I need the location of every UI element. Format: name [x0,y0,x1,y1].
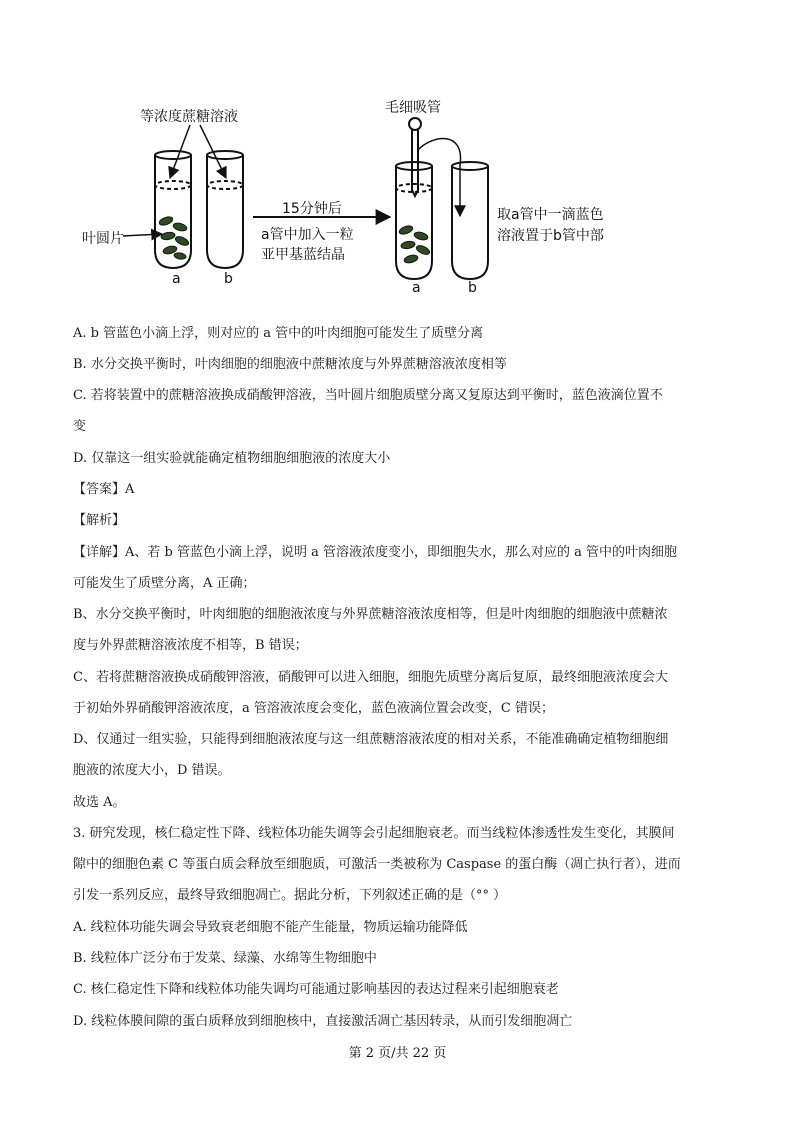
transfer-label-1: 取a管中一滴蓝色 [497,207,604,223]
analysis-label: 【解析】 [73,513,126,528]
tube-a-label-right: a [412,280,421,296]
tube-a-label-left: a [172,271,181,287]
option-b-q2: B. 水分交换平衡时，叶肉细胞的细胞液中蔗糖浓度与外界蔗糖溶液浓度相等 [73,357,507,372]
choose-answer: 故选 A。 [73,795,126,810]
explanation-line: 【详解】A、若 b 管蓝色小滴上浮，说明 a 管溶液浓度变小，即细胞失水，那么对应的 a 管中的叶肉细胞 [73,545,678,560]
transfer-arrow [418,139,461,216]
explanation-line: 胞液的浓度大小，D 错误。 [73,763,231,778]
capillary-pipette-label: 毛细吸管 [385,100,441,116]
left-tube-b [207,151,243,268]
experiment-figure [60,90,760,305]
question-3-stem: 引发一系列反应，最终导致细胞凋亡。据此分析，下列叙述正确的是（°° ） [73,888,507,903]
option-c-q2: C. 若将装置中的蔗糖溶液换成硝酸钾溶液，当叶圆片细胞质壁分离又复原达到平衡时，蓝色液滴位置不 [73,388,663,403]
option-a-q2: A. b 管蓝色小滴上浮，则对应的 a 管中的叶肉细胞可能发生了质壁分离 [73,326,484,341]
question-3-stem: 3. 研究发现，核仁稳定性下降、线粒体功能失调等会引起细胞衰老。而当线粒体渗透性发生变化，其膜间 [73,826,675,841]
explanation-line: D、仅通过一组实验，只能得到细胞液浓度与这一组蔗糖溶液浓度的相对关系，不能准确确定植物细胞细 [73,732,669,747]
option-c-q3: C. 核仁稳定性下降和线粒体功能失调均可能通过影响基因的表达过程来引起细胞衰老 [73,982,559,997]
step-add-label-2: 亚甲基蓝结晶 [261,247,345,263]
step-add-label-1: a管中加入一粒 [261,227,354,243]
explanation-line: 可能发生了质壁分离，A 正确； [73,576,256,591]
question-3-stem: 隙中的细胞色素 C 等蛋白质会释放至细胞质，可激活一类被称为 Caspase 的蛋白酶（凋亡执行者），进而 [73,857,681,872]
option-d-q2: D. 仅靠这一组实验就能确定植物细胞细胞液的浓度大小 [73,451,391,466]
sucrose-solution-label: 等浓度蔗糖溶液 [140,109,238,125]
answer-label: 【答案】A [73,482,135,497]
explanation-line: 于初始外界硝酸钾溶液浓度，a 管溶液浓度会变化，蓝色液滴位置会改变，C 错误； [73,701,554,716]
explanation-line: B、水分交换平衡时，叶肉细胞的细胞液浓度与外界蔗糖溶液浓度相等，但是叶肉细胞的细胞液中蔗糖浓 [73,607,668,622]
tube-b-label-right: b [468,280,477,296]
step-time-label: 15分钟后 [282,201,342,217]
explanation-line: 度与外界蔗糖溶液浓度不相等，B 错误； [73,638,308,653]
tube-b-label-left: b [224,271,233,287]
leaf-disc-label: 叶圆片 [82,231,124,247]
option-c-q2-cont: 变 [73,419,87,434]
transfer-label-2: 溶液置于b管中部 [497,228,604,244]
leaf-discs-left [158,215,190,260]
explanation-line: C、若将蔗糖溶液换成硝酸钾溶液，硝酸钾可以进入细胞，细胞先质壁分离后复原，最终细胞液浓度会大 [73,670,668,685]
option-b-q3: B. 线粒体广泛分布于发菜、绿藻、水绵等生物细胞中 [73,951,377,966]
option-a-q3: A. 线粒体功能失调会导致衰老细胞不能产生能量，物质运输功能降低 [73,920,468,935]
option-d-q3: D. 线粒体膜间隙的蛋白质释放到细胞核中，直接激活凋亡基因转录，从而引发细胞凋亡 [73,1014,573,1029]
page-footer: 第 2 页/共 22 页 [348,1046,447,1061]
leaf-discs-right [398,224,431,264]
right-tube-b [452,162,488,279]
leaf-disc-arrow [123,234,162,236]
